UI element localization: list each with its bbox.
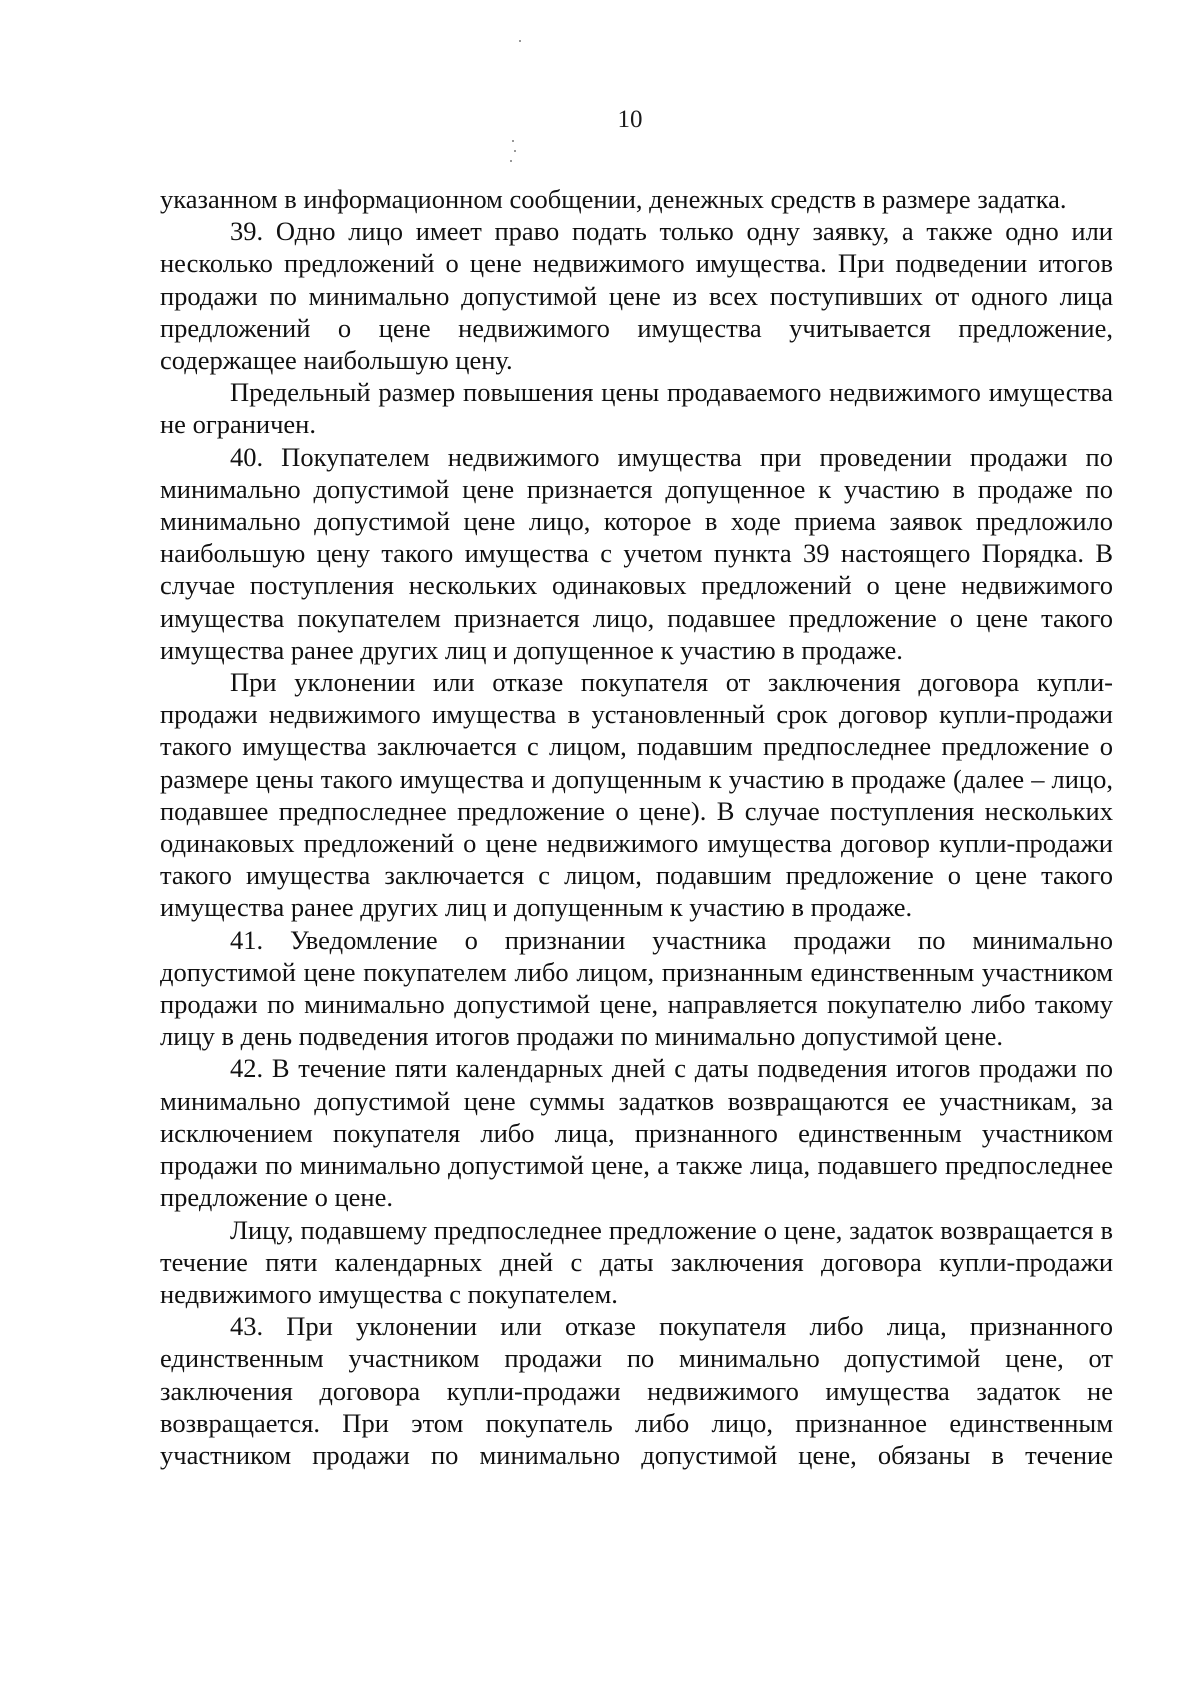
paragraph-continuation: указанном в информационном сообщении, денежных средств в размере задатка. bbox=[160, 184, 1067, 214]
paragraph-item-41: 41. Уведомление о признании участника продажи по минимально допустимой цене покупателем либо лицом, признанным единственным участником продажи по минимально допустимой цене, направляется покупателю либо такому лицу в день подведения итогов продажи по минимально допустимой цене. bbox=[160, 924, 1113, 1052]
scan-speck bbox=[514, 150, 516, 152]
paragraph-item-39: 39. Одно лицо имеет право подать только одну заявку, а также одно или несколько предложений о цене недвижимого имущества. При подведении итогов продажи по минимально допустимой цене из всех поступивших от одного лица предложений о цене недвижимого имущества учитывается предложение, содержащее наибольшую цену. bbox=[160, 216, 1113, 376]
scan-speck bbox=[512, 140, 514, 142]
paragraph-item-42: 42. В течение пяти календарных дней с даты подведения итогов продажи по минимально допустимой цене суммы задатков возвращаются ее участникам, за исключением покупателя либо лица, признанного единственным участником продажи по минимально допустимой цене, а также лица, подавшего предпоследнее предложение о цене. bbox=[160, 1053, 1113, 1213]
paragraph-item-40: 40. Покупателем недвижимого имущества при проведении продажи по минимально допустимой цене признается допущенное к участию в продаже по минимально допустимой цене лицо, которое в ходе приема заявок предложило наибольшую цену такого имущества с учетом пункта 39 настоящего Порядка. В случае поступления нескольких одинаковых предложений о цене недвижимого имущества покупателем признается лицо, подавшее предложение о цене такого имущества ранее других лиц и допущенное к участию в продаже. bbox=[160, 441, 1113, 665]
paragraph-deposit-return: Лицу, подавшему предпоследнее предложение о цене, задаток возвращается в течение пяти календарных дней с даты заключения договора купли-продажи недвижимого имущества с покупателем. bbox=[160, 1214, 1113, 1309]
paragraph-item-43: 43. При уклонении или отказе покупателя либо лица, признанного единственным участником продажи по минимально допустимой цене, от заключения договора купли-продажи недвижимого имущества задаток не возвращается. При этом покупатель либо лицо, признанное единственным участником продажи по минимально допустимой цене, обязаны в течение bbox=[160, 1311, 1113, 1470]
paragraph-buyer-evasion: При уклонении или отказе покупателя от заключения договора купли-продажи недвижимого имущества в установленный срок договор купли-продажи такого имущества заключается с лицом, подавшим предпоследнее предложение о размере цены такого имущества и допущенным к участию в продаже (далее – лицо, подавшее предпоследнее предложение о цене). В случае поступления нескольких одинаковых предложений о цене недвижимого имущества договор купли-продажи такого имущества заключается с лицом, подавшим предложение о цене такого имущества ранее других лиц и допущенным к участию в продаже. bbox=[160, 667, 1113, 923]
scan-speck bbox=[510, 160, 512, 162]
paragraph-price-limit: Предельный размер повышения цены продаваемого недвижимого имущества не ограничен. bbox=[160, 377, 1113, 440]
scan-speck bbox=[519, 40, 521, 42]
document-body bbox=[160, 183, 1113, 1471]
page-number: 10 bbox=[617, 106, 643, 133]
